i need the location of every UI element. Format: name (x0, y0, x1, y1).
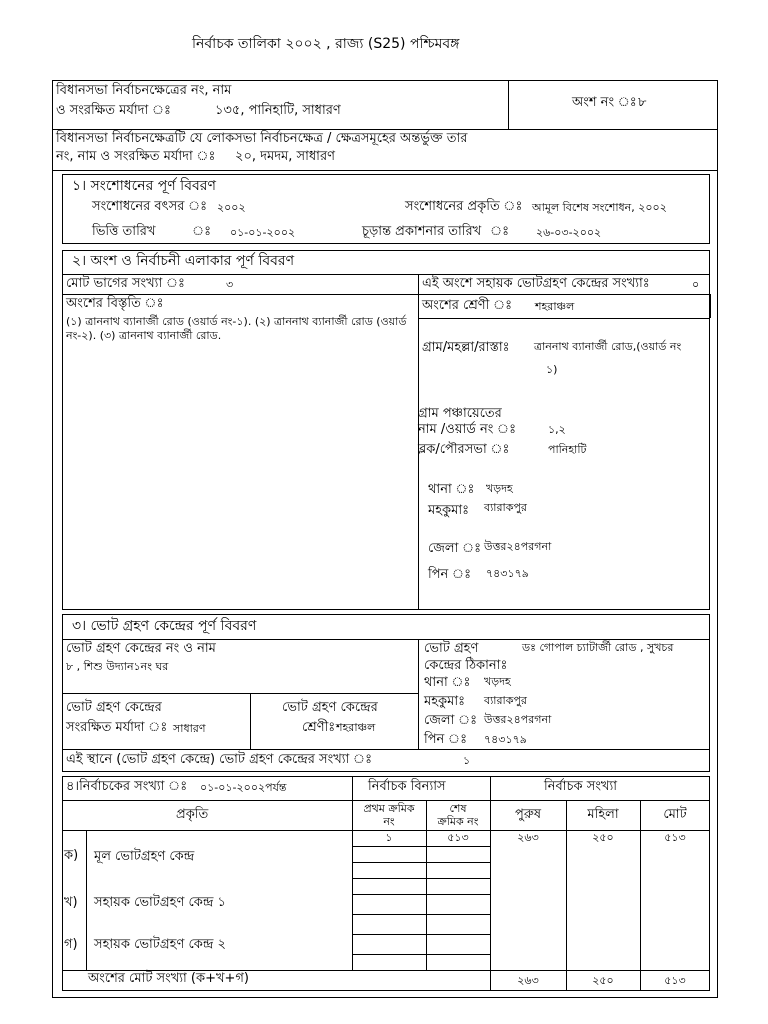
col-total-header: মোট (663, 807, 687, 822)
ps-reserved-label-line1: ভোট গ্রহণ কেন্দ্রের (66, 700, 162, 715)
row-first-serial: ১ (385, 831, 393, 844)
publication-date-colon: ঃ (490, 224, 510, 239)
subdivision-value: ব্যারাকপুর (484, 501, 527, 514)
part-number-label: অংশ নং ঃ (572, 95, 637, 110)
village-value-line1: ত্রাননাথ ব্যানার্জী রোড,(ওয়ার্ড নং (534, 340, 682, 353)
ps-thana-label: থানা ঃ (424, 675, 471, 690)
sections-count-value: ৩ (226, 278, 234, 291)
ps-pin-value: ৭৪৩১৭৯ (484, 733, 527, 746)
revision-year-label: সংশোধনের বৎসর ঃ (92, 199, 208, 214)
reservation-label: ও সংরক্ষিত মর্যাদা ঃ (56, 103, 171, 118)
row-last-serial: ৫১৩ (447, 831, 469, 844)
base-date-value: ০১-০১-২০০২ (230, 226, 296, 239)
constituency-label: বিধানসভা নির্বাচনক্ষেত্রের নং, নাম (56, 83, 232, 98)
lok-sabha-value: ২০, দমদম, সাধারণ (235, 149, 335, 164)
ps-subdivision-label: মহকুমাঃ (424, 694, 466, 709)
col-last-serial-line1: শেষ (449, 802, 467, 815)
gram-panchayat-label: গ্রাম পঞ্চায়েতের (418, 406, 502, 421)
total-row-label: অংশের মোট সংখ্যা (ক+খ+গ) (88, 971, 250, 986)
sections-count-label: মোট ভাগের সংখ্যা ঃ (66, 276, 185, 291)
ps-district-value: উত্তর২৪পরগনা (484, 713, 552, 726)
ps-thana-value: খড়দহ (484, 675, 511, 688)
thana-value: খড়দহ (486, 482, 513, 495)
lok-sabha-reservation-label: নং, নাম ও সংরক্ষিত মর্যাদা ঃ (56, 149, 216, 164)
col-first-serial-line1: প্রথম ক্রমিক (363, 802, 415, 815)
aux-stations-value: ০ (692, 278, 700, 291)
ps-reserved-label-line2: সংরক্ষিত মর্যাদা ঃ (66, 720, 168, 735)
page-title: নির্বাচক তালিকা ২০০২ , রাজ্য (S25) পশ্চিমবঙ্গ (192, 36, 460, 52)
block-value: পানিহাটি (548, 443, 587, 456)
section-2-heading: ২। অংশ ও নির্বাচনী এলাকার পূর্ণ বিবরণ (72, 253, 295, 269)
village-label: গ্রাম/মহল্লা/রাস্তাঃ (422, 340, 510, 355)
constituency-value: ১৩৫, পানিহাটি, সাধারণ (215, 103, 341, 118)
row-label: সহায়ক ভোটগ্রহণ কেন্দ্র ২ (94, 937, 226, 952)
stations-here-label: এই স্থানে (ভোট গ্রহণ কেন্দ্রে) ভোট গ্রহণ কেন্দ্রের সংখ্যা ঃ (66, 752, 373, 767)
address-label-line2: কেন্দ্রের ঠিকানাঃ (424, 658, 508, 673)
section-1-heading: ১। সংশোধনের পূর্ণ বিবরণ (72, 178, 216, 194)
lok-sabha-label: বিধানসভা নির্বাচনক্ষেত্রটি যে লোকসভা নির্বাচনক্ষেত্র / ক্ষেত্রসমূহের অন্তর্ভুক্ত তার (56, 131, 468, 146)
revision-nature-value: আমূল বিশেষ সংশোধন, ২০০২ (532, 201, 667, 214)
village-value-line2: ১) (546, 363, 558, 376)
district-label: জেলা ঃ (428, 541, 482, 556)
pin-label: পিন ঃ (428, 567, 472, 582)
ward-label: নাম /ওয়ার্ড নং ঃ (418, 422, 517, 437)
total-total: ৫১৩ (664, 974, 686, 987)
row-key: খ) (64, 895, 78, 910)
part-extent-text: (১) ত্রাননাথ ব্যানার্জী রোড (ওয়ার্ড নং-১). (২) ত্রাননাথ ব্যানার্জী রোড (ওয়ার্ড নং-২). (৩) ত্রাননাথ ব্যানার্জী রোড. (66, 315, 407, 343)
col-last-serial-line2: ক্রমিক নং (437, 815, 479, 828)
revision-year-value: ২০০২ (217, 201, 246, 214)
total-male: ২৬৩ (517, 974, 539, 987)
ps-category-label-line1: ভোট গ্রহণ কেন্দ্রের (282, 700, 378, 715)
base-date-label: ভিত্তি তারিখ (92, 224, 156, 239)
ps-district-label: জেলা ঃ (424, 713, 478, 728)
section-3-heading: ৩। ভোট গ্রহণ কেন্দ্রের পূর্ণ বিবরণ (72, 618, 257, 634)
row-female: ২৫০ (592, 831, 614, 844)
col-female-header: মহিলা (587, 807, 619, 822)
polling-station-name-value: ৮ , শিশু উদ্যান১নং ঘর (66, 660, 169, 673)
row-total: ৫১৩ (664, 831, 686, 844)
part-number-value: ৮ (638, 95, 647, 110)
electors-date-value: ০১-০১-২০০২পর্যন্ত (200, 781, 287, 794)
electors-count-label: ৪।নির্বাচকের সংখ্যা ঃ (66, 779, 188, 794)
pin-value: ৭৪৩১৭৯ (486, 567, 529, 580)
col-male-header: পুরুষ (515, 807, 541, 822)
publication-date-value: ২৬-০৩-২০০২ (536, 226, 602, 239)
publication-date-label: চূড়ান্ত প্রকাশনার তারিখ (362, 224, 482, 239)
subdivision-label: মহকুমাঃ (428, 503, 470, 518)
base-date-colon: ঃ (192, 224, 212, 239)
row-label: মূল ভোটগ্রহণ কেন্দ্র (94, 849, 195, 864)
stations-here-value: ১ (463, 754, 471, 767)
ps-pin-label: পিন ঃ (424, 732, 468, 747)
ps-reserved-value: সাধারণ (173, 722, 206, 735)
ward-value: ১,২ (548, 423, 566, 436)
part-category-value: শহরাঞ্চল (535, 300, 575, 313)
col-first-serial-line2: নং (383, 815, 395, 828)
row-key: ক) (64, 848, 79, 863)
row-label: সহায়ক ভোটগ্রহণ কেন্দ্র ১ (94, 895, 226, 910)
row-key: গ) (64, 937, 78, 952)
col-nature-header: প্রকৃতি (176, 807, 209, 822)
elector-count-header: নির্বাচক সংখ্যা (544, 779, 617, 794)
block-label: ব্লক/পৌরসভা ঃ (418, 442, 510, 457)
ps-category-value: শহরাঞ্চল (336, 721, 376, 734)
revision-nature-label: সংশোধনের প্রকৃতি ঃ (405, 199, 523, 214)
address-label-line1: ভোট গ্রহণ (424, 641, 479, 656)
elector-distribution-label: নির্বাচক বিন্যাস (368, 779, 446, 794)
total-female: ২৫০ (592, 974, 614, 987)
ps-subdivision-value: ব্যারাকপুর (484, 694, 527, 707)
address-value: ডঃ গোপাল চ্যাটার্জী রোড , সুখচর (522, 641, 674, 654)
aux-stations-label: এই অংশে সহায়ক ভোটগ্রহণ কেন্দ্রের সংখ্যাঃ (422, 276, 650, 291)
part-extent-label: অংশের বিস্তৃতি ঃ (66, 296, 164, 311)
district-value: উত্তর২৪পরগনা (484, 540, 552, 553)
row-male: ২৬৩ (517, 831, 539, 844)
ps-category-label-line2: শ্রেণীঃ (302, 720, 336, 735)
thana-label: থানা ঃ (428, 482, 475, 497)
part-category-label: অংশের শ্রেণী ঃ (422, 298, 513, 313)
polling-station-name-label: ভোট গ্রহণ কেন্দ্রের নং ও নাম (66, 641, 216, 656)
